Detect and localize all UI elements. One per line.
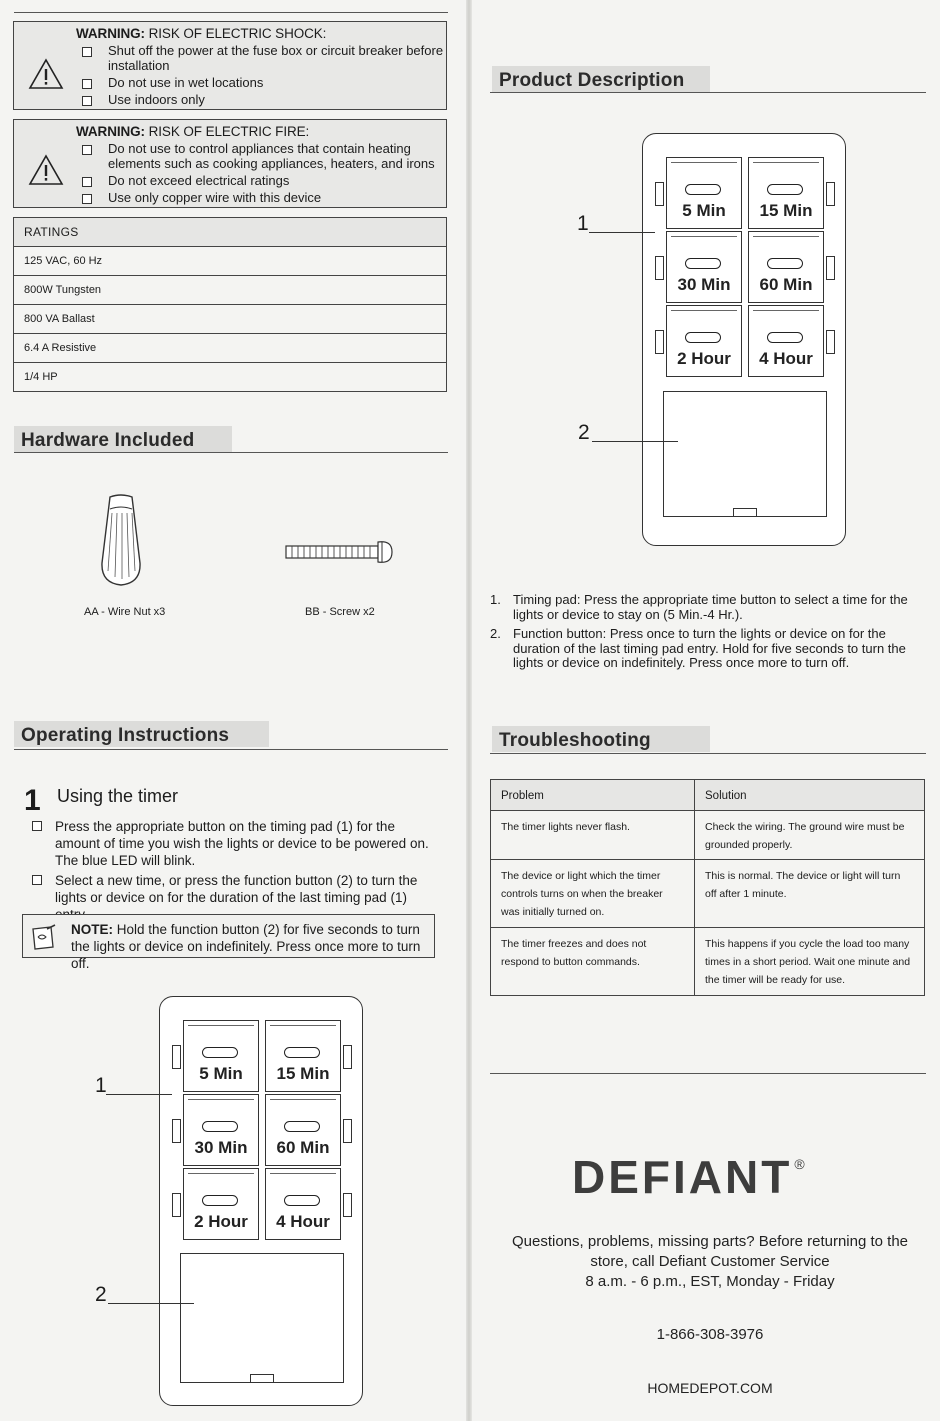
- list-text: Timing pad: Press the appropriate time button to select a time for the lights or device to stay on (5 Min.-4 Hr.).: [513, 592, 908, 622]
- warning-shock-box: [13, 21, 447, 110]
- operating-heading: [21, 725, 229, 747]
- timer-button-2-hour: [666, 305, 742, 377]
- troubleshooting-title: Troubleshooting: [499, 730, 651, 751]
- function-notch: [733, 508, 757, 517]
- device-tab: [172, 1119, 181, 1143]
- table-row: [491, 811, 925, 860]
- website: HOMEDEPOT.COM: [647, 1380, 773, 1396]
- ratings-table: [13, 217, 447, 392]
- defiant-logo: [572, 1150, 805, 1204]
- led-pill-icon: [284, 1195, 320, 1206]
- device-tab: [343, 1045, 352, 1069]
- timer-button-60-min: [748, 231, 824, 303]
- instruction-bullet: [32, 872, 442, 908]
- timer-button-label: 4 Hour: [276, 1212, 330, 1231]
- led-pill-icon: [685, 332, 721, 343]
- contact-line: store, call Defiant Customer Service: [590, 1253, 830, 1270]
- callout-1: 1: [95, 1074, 107, 1097]
- timer-device-diagram: [642, 133, 846, 546]
- timer-button-4-hour: [748, 305, 824, 377]
- timer-button-5-min: [183, 1020, 259, 1092]
- troubleshooting-table: [490, 779, 925, 996]
- phone-number: 1-866-308-3976: [656, 1326, 764, 1343]
- warning-title: RISK OF ELECTRIC FIRE:: [148, 124, 310, 139]
- table-header-problem: Problem: [491, 780, 695, 811]
- table-row: 125 VAC, 60 Hz: [14, 247, 447, 276]
- list-text: Function button: Press once to turn the lights or device on for the duration of the last timing pad entry. Hold for five seconds to turn the lights or device on indefinitely. Press once more to turn off.: [513, 626, 906, 670]
- warning-triangle-icon: [28, 154, 64, 186]
- solution-cell: This happens if you cycle the load too many times in a short period. Wait one minute and the timer will be ready for use.: [695, 928, 925, 996]
- led-pill-icon: [685, 184, 721, 195]
- device-tab: [826, 256, 835, 280]
- timer-button-30-min: [666, 231, 742, 303]
- screw-icon: [284, 537, 394, 567]
- timer-button-label: 5 Min: [199, 1064, 243, 1083]
- function-button: [663, 391, 827, 517]
- operating-title: Operating Instructions: [21, 725, 230, 746]
- warning-triangle-icon: [28, 58, 64, 90]
- step-number: 1: [24, 784, 41, 817]
- device-tab: [826, 182, 835, 206]
- led-pill-icon: [685, 258, 721, 269]
- instruction-text: Select a new time, or press the function button (2) to turn the lights or device on for the duration of the last timing pad (1): [55, 873, 418, 905]
- instruction-text: Press the appropriate button on the timing pad (1) for the amount of time you wish the lights or device to be powered on. The blue LED will blink.: [55, 819, 429, 868]
- hardware-title: Hardware Included: [21, 430, 195, 451]
- led-pill-icon: [202, 1195, 238, 1206]
- section-rule: [490, 92, 926, 93]
- troubleshooting-heading: [499, 730, 651, 752]
- section-rule: [490, 1073, 926, 1074]
- note-pad-icon: [29, 923, 57, 951]
- timer-button-label: 30 Min: [677, 275, 731, 294]
- led-pill-icon: [767, 332, 803, 343]
- contact-line: Questions, problems, missing parts? Before returning to the: [511, 1233, 909, 1250]
- list-item: Do not exceed electrical ratings: [82, 174, 444, 189]
- led-pill-icon: [284, 1121, 320, 1132]
- problem-cell: The timer freezes and does not respond to button commands.: [491, 928, 695, 996]
- device-tab: [655, 330, 664, 354]
- product-description-list: [490, 593, 910, 676]
- callout-line: [106, 1094, 172, 1095]
- device-tab: [172, 1193, 181, 1217]
- callout-line: [592, 441, 678, 442]
- led-pill-icon: [284, 1047, 320, 1058]
- timer-button-2-hour: [183, 1168, 259, 1240]
- left-column: [0, 0, 468, 1421]
- timer-button-label: 15 Min: [759, 201, 813, 220]
- warning-title: RISK OF ELECTRIC SHOCK:: [148, 26, 327, 41]
- registered-mark: ®: [794, 1156, 805, 1172]
- list-item: Use only copper wire with this device: [82, 191, 444, 206]
- table-header-solution: Solution: [695, 780, 925, 811]
- list-item: [490, 627, 910, 671]
- list-number: 2.: [490, 626, 501, 641]
- table-row: 6.4 A Resistive: [14, 334, 447, 363]
- timer-button-30-min: [183, 1094, 259, 1166]
- warning-fire-list: [82, 142, 444, 208]
- timer-button-15-min: [265, 1020, 341, 1092]
- wire-nut-icon: [96, 493, 146, 591]
- timer-button-label: 15 Min: [276, 1064, 330, 1083]
- device-tab: [343, 1193, 352, 1217]
- note-text: [71, 921, 431, 972]
- problem-cell: The timer lights never flash.: [491, 811, 695, 860]
- wire-nut-caption: AA - Wire Nut x3: [84, 606, 166, 618]
- callout-1: 1: [577, 212, 589, 235]
- note-body: Hold the function button (2) for five seconds to turn the lights or device on indefinitely. Press once more to turn off.: [71, 922, 421, 971]
- function-notch: [250, 1374, 274, 1383]
- list-item: Use indoors only: [82, 93, 444, 108]
- top-rule: [14, 12, 448, 13]
- warning-fire-heading: [76, 124, 309, 139]
- led-pill-icon: [767, 258, 803, 269]
- section-rule: [14, 452, 448, 453]
- step-title: Using the timer: [57, 786, 179, 806]
- led-pill-icon: [202, 1047, 238, 1058]
- timer-device-diagram: [159, 996, 363, 1406]
- warning-label: WARNING:: [76, 124, 145, 139]
- table-row: 800W Tungsten: [14, 276, 447, 305]
- ratings-header: RATINGS: [14, 218, 447, 247]
- table-row: [491, 860, 925, 928]
- callout-2: 2: [95, 1283, 107, 1306]
- note-label: NOTE:: [71, 922, 113, 937]
- callout-2: 2: [578, 421, 590, 444]
- callout-line: [589, 232, 655, 233]
- screw-caption: BB - Screw x2: [305, 606, 375, 618]
- callout-line: [108, 1303, 194, 1304]
- timer-button-label: 4 Hour: [759, 349, 813, 368]
- list-item: [490, 593, 910, 622]
- checkbox-bullet-icon: [32, 875, 42, 885]
- device-tab: [172, 1045, 181, 1069]
- solution-cell: This is normal. The device or light will turn off after 1 minute.: [695, 860, 925, 928]
- timer-button-label: 5 Min: [682, 201, 726, 220]
- device-tab: [655, 256, 664, 280]
- timer-button-5-min: [666, 157, 742, 229]
- led-pill-icon: [767, 184, 803, 195]
- contact-line: 8 a.m. - 6 p.m., EST, Monday - Friday: [585, 1273, 835, 1290]
- table-row: 800 VA Ballast: [14, 305, 447, 334]
- timer-button-60-min: [265, 1094, 341, 1166]
- timer-button-label: 2 Hour: [194, 1212, 248, 1231]
- device-tab: [343, 1119, 352, 1143]
- timer-button-15-min: [748, 157, 824, 229]
- section-rule: [490, 753, 926, 754]
- brand-name: DEFIANT: [572, 1151, 793, 1203]
- hardware-heading: [21, 430, 194, 452]
- timer-button-label: 2 Hour: [677, 349, 731, 368]
- section-rule: [14, 749, 448, 750]
- note-box: [22, 914, 435, 971]
- timer-button-label: 30 Min: [194, 1138, 248, 1157]
- list-item: Shut off the power at the fuse box or circuit breaker before installation: [82, 44, 444, 73]
- problem-cell: The device or light which the timer controls turns on when the breaker was initially turned on.: [491, 860, 695, 928]
- table-row: [491, 928, 925, 996]
- instruction-bullet: [32, 818, 442, 868]
- list-item: Do not use to control appliances that contain heating elements such as cooking appliances, heaters, and irons: [82, 142, 444, 171]
- product-title: Product Description: [499, 70, 685, 91]
- warning-fire-box: [13, 119, 447, 208]
- list-item: Do not use in wet locations: [82, 76, 444, 91]
- warning-shock-heading: [76, 26, 326, 41]
- warning-shock-list: [82, 44, 444, 110]
- function-button: [180, 1253, 344, 1383]
- device-tab: [655, 182, 664, 206]
- timer-button-label: 60 Min: [759, 275, 813, 294]
- list-number: 1.: [490, 592, 501, 607]
- table-row: 1/4 HP: [14, 363, 447, 392]
- solution-cell: Check the wiring. The ground wire must be grounded properly.: [695, 811, 925, 860]
- device-tab: [826, 330, 835, 354]
- timer-button-label: 60 Min: [276, 1138, 330, 1157]
- timer-button-4-hour: [265, 1168, 341, 1240]
- product-heading: [499, 70, 684, 92]
- led-pill-icon: [202, 1121, 238, 1132]
- warning-label: WARNING:: [76, 26, 145, 41]
- checkbox-bullet-icon: [32, 821, 42, 831]
